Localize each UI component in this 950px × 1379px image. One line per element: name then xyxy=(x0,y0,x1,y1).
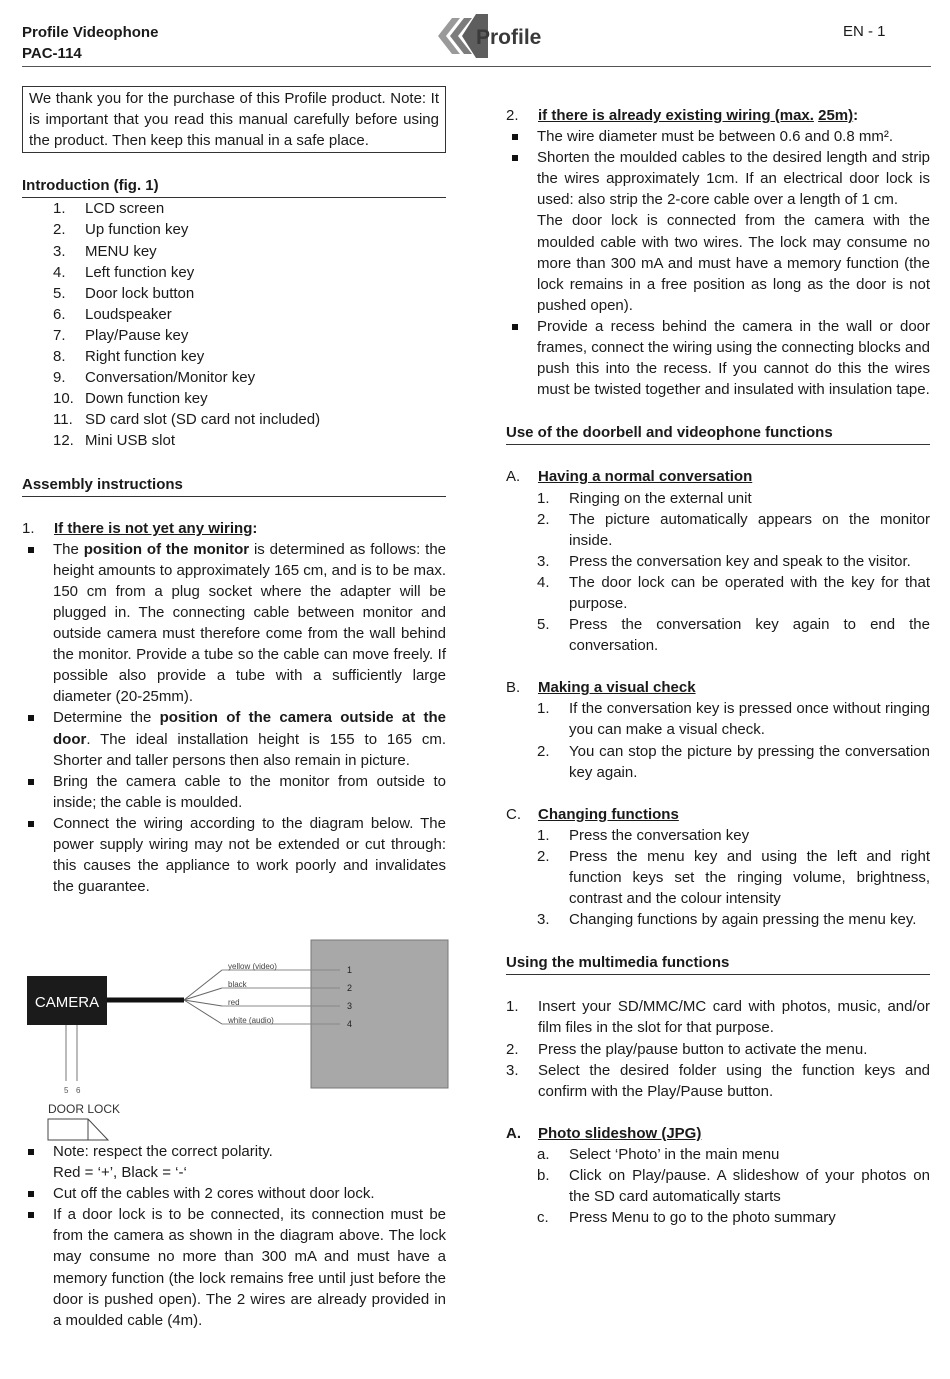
assembly-step-2: 2. if there is already existing wiring (max. 25m): xyxy=(506,107,859,124)
bullet-polarity: Note: respect the correct polarity. Red = ‘+’, Black = ‘-‘ xyxy=(22,1141,446,1183)
section-b-heading: B. Making a visual check xyxy=(506,679,696,697)
bullet-door-lock: If a door lock is to be connected, its connection must be from the camera as shown in the diagram above. The lock may consume no more than 300 mA and must have a memory function (the lock remains free until just before the door is pushed open). The 2 wires are already provided in a moulded cable (4m). xyxy=(22,1204,446,1331)
bullet-monitor-position: The position of the monitor is determined as follows: the height amounts to approximately 165 cm, and is to be max. 150 cm from a plug socket where the adapter will be plugged in. The connecting cable between monitor and outside camera must therefore come from the wall behind the monitor. Provide a tube so the cable can move freely. If possible also provide a tube with a sufficiently large diameter (20-25mm). xyxy=(22,539,446,708)
left-column xyxy=(22,86,446,897)
conversation-step: 2. The picture automatically appears on the monitor inside. xyxy=(537,510,930,549)
changing-functions-step: 3. Changing functions by again pressing the menu key. xyxy=(537,911,917,929)
section-a-heading: A. Having a normal conversation xyxy=(506,468,753,486)
multimedia-list xyxy=(506,996,930,1101)
conversation-step: 4. The door lock can be operated with the key for that purpose. xyxy=(537,573,930,612)
introduction-list xyxy=(22,198,446,451)
lock-terminal-6: 6 xyxy=(76,1086,81,1095)
monitor-terminal-block xyxy=(311,940,448,1088)
wire-label: red xyxy=(228,998,240,1007)
intro-notice: We thank you for the purchase of this Profile product. Note: It is important that you read this manual carefully before using the product. Then keep this manual in a safe place. xyxy=(22,86,446,153)
section-c-list xyxy=(506,825,930,930)
assembly-step-1: 1. If there is not yet any wiring: xyxy=(22,519,258,537)
wire-label: white (audio) xyxy=(228,1016,274,1025)
left-column-bottom xyxy=(22,1141,446,1331)
visual-check-step: 2. You can stop the picture by pressing the conversation key again. xyxy=(537,742,930,781)
intro-list-item: 7. Play/Pause key xyxy=(53,326,189,344)
terminal-number: 2 xyxy=(347,983,353,993)
photo-slideshow-step: c. Press Menu to go to the photo summary xyxy=(537,1209,836,1227)
bullet-recess: Provide a recess behind the camera in the wall or door frames, connect the wiring using the connecting blocks and push this into the recess. If you cannot do this the wires must be twisted together and insulated with insulation tape. xyxy=(506,316,930,400)
svg-text:Profile: Profile xyxy=(476,26,542,49)
multimedia-heading: Using the multimedia functions xyxy=(506,952,930,975)
photo-slideshow-step: b. Click on Play/pause. A slideshow of your photos on the SD card automatically starts xyxy=(537,1167,930,1206)
section-c-heading: C. Changing functions xyxy=(506,805,679,823)
bullet-camera-position: Determine the position of the camera outside at the door. The ideal installation height is 155 to 165 cm. Shorter and taller persons then also remain in picture. xyxy=(22,707,446,770)
header-divider xyxy=(22,66,931,67)
intro-list-item: 6. Loudspeaker xyxy=(53,305,172,323)
photo-slideshow-heading: A. Photo slideshow (JPG) xyxy=(506,1124,702,1142)
intro-list-item: 11. SD card slot (SD card not included) xyxy=(53,411,321,429)
bullet-cut-cables: Cut off the cables with 2 cores without door lock. xyxy=(22,1183,446,1204)
intro-list-item: 9. Conversation/Monitor key xyxy=(53,369,256,387)
intro-list-item: 3. MENU key xyxy=(53,242,157,260)
terminal-number: 3 xyxy=(347,1001,353,1011)
document-title: Profile Videophone xyxy=(22,24,159,41)
intro-list-item: 10. Down function key xyxy=(53,390,208,408)
right-column xyxy=(506,105,930,1228)
bullet-shorten-cables: Shorten the moulded cables to the desired length and strip the wires approximately 1cm. If an electrical door lock is used: also strip the 2-core cable over a length of 1 cm. The door lock is connected from the camera with the moulded cable with two wires. The lock may consume no more than 300 mA and must have a memory function (the lock remains in a free position as long as the door is not pushed open). xyxy=(506,147,930,316)
multimedia-step: 3. Select the desired folder using the function keys and confirm with the Play/Pause button. xyxy=(506,1061,930,1100)
intro-list-item: 1. LCD screen xyxy=(53,200,165,218)
wire-label: yellow (video) xyxy=(228,962,277,971)
camera-label: CAMERA xyxy=(34,994,100,1011)
changing-functions-step: 2. Press the menu key and using the left and right function keys set the ringing volume, brightness, contrast and the colour intensity xyxy=(537,847,930,908)
wire-line xyxy=(184,1000,222,1024)
door-lock-symbol xyxy=(48,1119,108,1140)
conversation-step: 1. Ringing on the external unit xyxy=(537,489,752,507)
wire-line xyxy=(184,988,222,1000)
changing-functions-step: 1. Press the conversation key xyxy=(537,826,750,844)
terminal-number: 1 xyxy=(347,965,353,975)
section-a-list xyxy=(506,488,930,657)
section-b-list xyxy=(506,698,930,782)
conversation-step: 3. Press the conversation key and speak to the visitor. xyxy=(537,552,911,570)
multimedia-step: 1. Insert your SD/MMC/MC card with photos, music, and/or film files in the slot for that purpose. xyxy=(506,998,930,1037)
intro-list-item: 8. Right function key xyxy=(53,348,205,366)
intro-list-item: 12. Mini USB slot xyxy=(53,432,176,450)
wire-label: black xyxy=(228,980,247,989)
terminal-number: 4 xyxy=(347,1019,353,1029)
door-lock-label: DOOR LOCK xyxy=(48,1102,121,1116)
intro-list-item: 2. Up function key xyxy=(53,221,189,239)
document-header xyxy=(22,22,158,64)
wiring-diagram xyxy=(22,936,450,1148)
lock-terminal-5: 5 xyxy=(64,1086,69,1095)
step-1-title: If there is not yet any wiring xyxy=(54,519,253,537)
multimedia-step: 2. Press the play/pause button to activate the menu. xyxy=(506,1040,868,1058)
model-number: PAC-114 xyxy=(22,45,82,62)
conversation-step: 5. Press the conversation key again to end the conversation. xyxy=(537,616,930,655)
photo-slideshow-list xyxy=(506,1144,930,1228)
bullet-connect-wiring: Connect the wiring according to the diagram below. The power supply wiring may not be extended or cut through: this causes the appliance to work poorly and invalidates the guarantee. xyxy=(22,813,446,897)
photo-slideshow-step: a. Select ‘Photo’ in the main menu xyxy=(537,1145,780,1163)
intro-list-item: 5. Door lock button xyxy=(53,284,195,302)
bullet-wire-diameter: The wire diameter must be between 0.6 and 0.8 mm². xyxy=(506,126,930,147)
wire-line xyxy=(184,970,222,1000)
assembly-heading: Assembly instructions xyxy=(22,474,446,497)
intro-list-item: 4. Left function key xyxy=(53,263,195,281)
profile-logo xyxy=(430,10,550,62)
visual-check-step: 1. If the conversation key is pressed once without ringing you can make a visual check. xyxy=(537,700,930,739)
doorbell-heading: Use of the doorbell and videophone functions xyxy=(506,422,930,445)
bullet-camera-cable: Bring the camera cable to the monitor from outside to inside; the cable is moulded. xyxy=(22,771,446,813)
page-number: EN - 1 xyxy=(843,23,886,40)
introduction-heading: Introduction (fig. 1) xyxy=(22,175,446,198)
wire-line xyxy=(184,1000,222,1006)
